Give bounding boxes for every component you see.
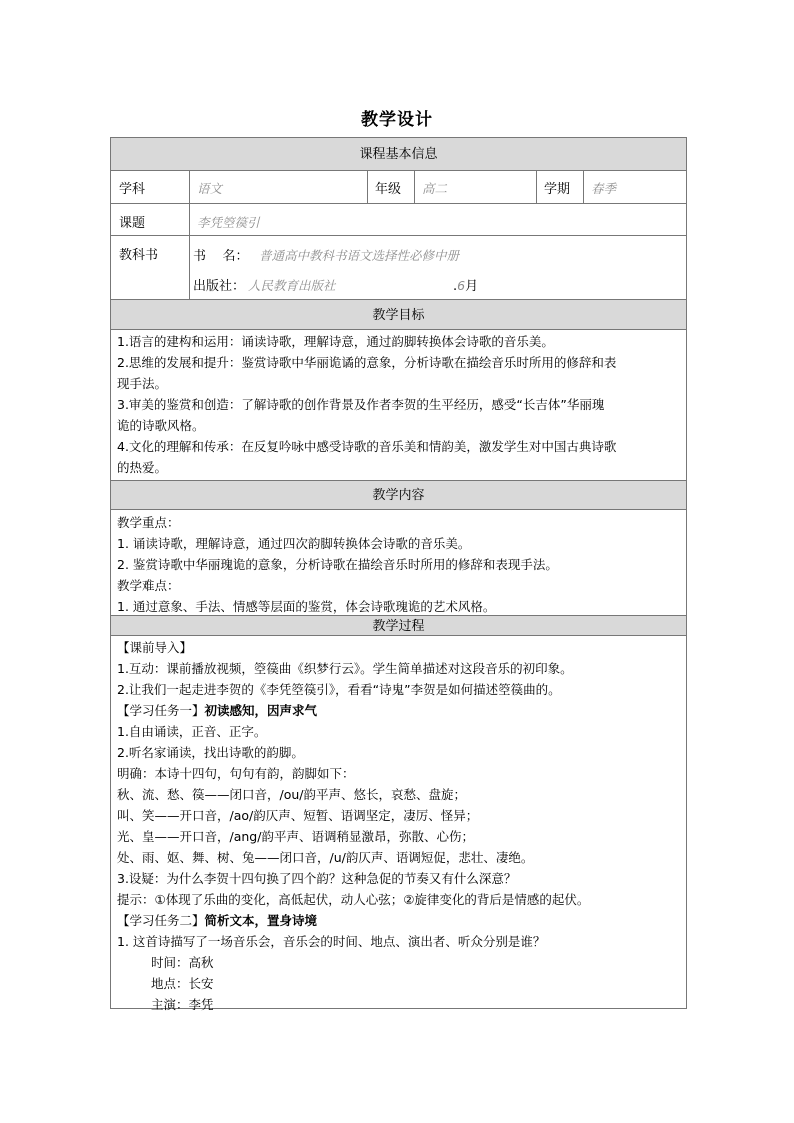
divider: [367, 171, 368, 203]
objective-line: 诡的诗歌风格。: [117, 418, 205, 433]
task1-line: 提示：①体现了乐曲的变化，高低起伏，动人心弦；②旋律变化的背后是情感的起伏。: [117, 892, 590, 907]
date-month-unit: 月: [465, 279, 479, 294]
task1-line: 叫、笑——开口音，/ao/韵仄声、短暂、语调坚定，凄厉、怪异；: [117, 808, 479, 823]
divider: [111, 203, 686, 204]
publish-date: [453, 275, 478, 294]
task2-title: 简析文本，置身诗境: [204, 913, 318, 928]
page-title: 教学设计: [361, 110, 433, 130]
book-name-value: 普通高中教科书语文选择性必修中册: [259, 248, 460, 263]
intro-line: 1.互动：课前播放视频，箜篌曲《织梦行云》。学生简单描述对这段音乐的初印象。: [117, 661, 573, 676]
divider: [536, 171, 537, 203]
objective-line: 的热爱。: [117, 460, 168, 475]
task2-detail: 主演：李凭: [151, 997, 214, 1012]
objective-line: 1.语言的建构和运用：诵读诗歌，理解诗意，通过韵脚转换体会诗歌的音乐美。: [117, 334, 554, 349]
term-value: 春季: [591, 181, 617, 196]
task2-bracket: 【学习任务二】: [117, 913, 205, 928]
task1-line: 处、雨、妪、舞、树、兔——闭口音，/u/韵仄声、语调短促，悲壮、凄绝。: [117, 850, 534, 865]
task2-detail: 地点：长安: [151, 976, 214, 991]
grade-label: 年级: [375, 182, 402, 197]
objective-line: 3.审美的鉴赏和创造：了解诗歌的创作背景及作者李贺的生平经历，感受“长吉体”华丽瑰: [117, 397, 605, 412]
task1-line: 光、皇——开口音，/ang/韵平声、语调稍显激昂，弥散、心伤；: [117, 829, 474, 844]
content-list: [117, 512, 682, 617]
section-header-content: 教学内容: [111, 480, 686, 510]
divider: [189, 171, 190, 203]
objective-line: 4.文化的理解和传承：在反复吟咏中感受诗歌的音乐美和情韵美，激发学生对中国古典诗歌: [117, 439, 617, 454]
divider: [189, 203, 190, 235]
task1-line: 秋、流、愁、篌——闭口音，/ou/韵平声、悠长，哀愁、盘旋；: [117, 787, 466, 802]
divider: [189, 235, 190, 299]
task1-title: 初读感知，因声求气: [204, 703, 318, 718]
task2-header: [117, 910, 682, 931]
objective-line: 现手法。: [117, 376, 168, 391]
publisher-value: 人民教育出版社: [248, 278, 336, 293]
content-line: 1. 通过意象、手法、情感等层面的鉴赏，体会诗歌瑰诡的艺术风格。: [117, 599, 496, 614]
publisher-label: 出版社：: [193, 279, 246, 294]
lesson-value: 李凭箜篌引: [197, 215, 260, 230]
content-line: 1. 诵读诗歌，理解诗意，通过四次韵脚转换体会诗歌的音乐美。: [117, 536, 471, 551]
intro-header: 【课前导入】: [117, 640, 193, 655]
content-line: 2. 鉴赏诗歌中华丽瑰诡的意象，分析诗歌在描绘音乐时所用的修辞和表现手法。: [117, 557, 558, 572]
divider: [414, 171, 415, 203]
intro-line: 2.让我们一起走进李贺的《李凭箜篌引》，看看“诗鬼”李贺是如何描述箜篌曲的。: [117, 682, 561, 697]
task2-detail: 时间：高秋: [151, 955, 214, 970]
task1-line: 3.设疑：为什么李贺十四句换了四个韵？这种急促的节奏又有什么深意？: [117, 871, 517, 886]
task1-line: 1.自由诵读，正音、正字。: [117, 724, 267, 739]
date-prefix: .: [453, 279, 458, 294]
divider: [111, 235, 686, 236]
lesson-label: 课题: [119, 216, 146, 231]
objectives-list: [117, 331, 682, 478]
task1-header: [117, 700, 682, 721]
process-body: [117, 637, 682, 1015]
date-month-number: 6: [457, 278, 466, 293]
lesson-plan-table: [110, 137, 687, 1012]
content-line: 教学难点：: [117, 578, 180, 593]
grade-value: 高二: [422, 181, 448, 196]
task1-line: 明确：本诗十四句，句句有韵，韵脚如下：: [117, 766, 355, 781]
section-header-basic-info: 课程基本信息: [111, 138, 686, 171]
content-line: 教学重点：: [117, 515, 180, 530]
task1-line: 2.听名家诵读，找出诗歌的韵脚。: [117, 745, 304, 760]
objective-line: 2.思维的发展和提升：鉴赏诗歌中华丽诡谲的意象，分析诗歌在描绘音乐时所用的修辞和表: [117, 355, 617, 370]
textbook-label: 教科书: [119, 248, 159, 263]
subject-label: 学科: [119, 182, 146, 197]
term-label: 学期: [544, 182, 571, 197]
book-name-label: 书 名：: [193, 249, 249, 264]
subject-value: 语文: [197, 181, 223, 196]
task2-line: 1. 这首诗描写了一场音乐会，音乐会的时间、地点、演出者、听众分别是谁？: [117, 934, 546, 949]
task1-bracket: 【学习任务一】: [117, 703, 205, 718]
divider: [583, 171, 584, 203]
section-header-objectives: 教学目标: [111, 299, 686, 330]
section-header-process: 教学过程: [111, 615, 686, 636]
